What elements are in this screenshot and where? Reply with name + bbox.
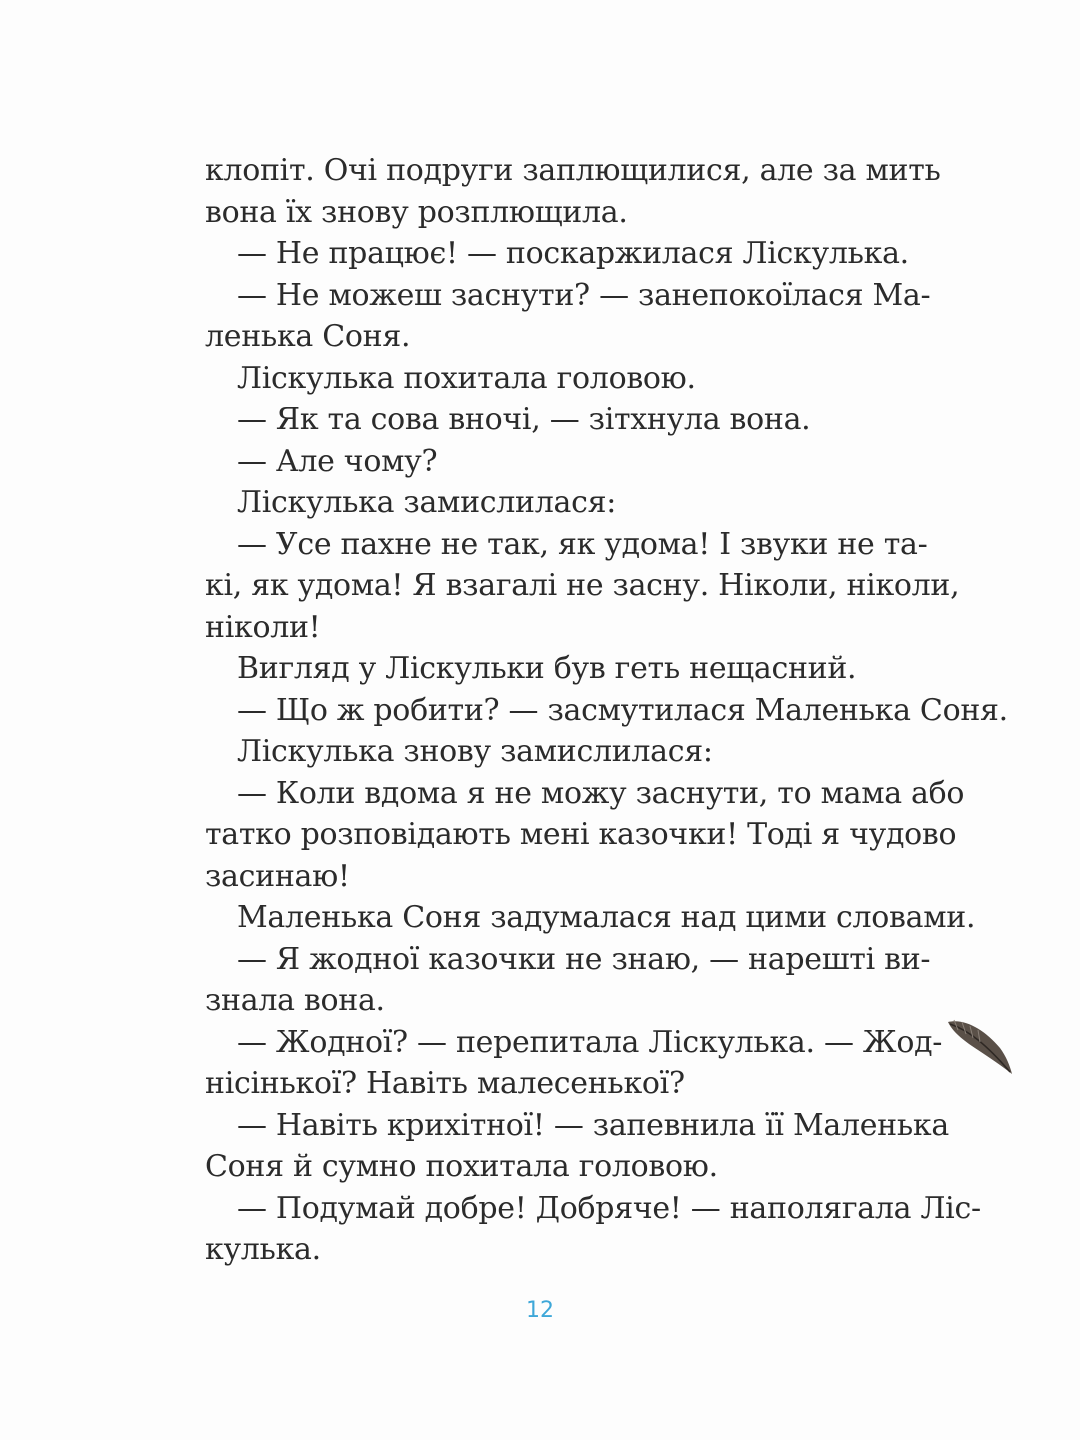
text-line: ленька Соня. — [205, 319, 411, 354]
feather-illustration — [940, 1000, 1020, 1080]
text-line: — Але чому? — [237, 443, 438, 479]
text-line: татко розповідають мені казочки! Тоді я чудово — [205, 817, 957, 852]
text-line: — Подумай добре! Добряче! — наполягала Ліс- — [237, 1190, 981, 1226]
text-line: кі, як удома! Я взагалі не засну. Ніколи, ніколи, — [205, 568, 960, 603]
text-line: — Усе пахне не так, як удома! І звуки не та- — [237, 526, 928, 562]
text-line: — Коли вдома я не можу заснути, то мама або — [237, 775, 965, 811]
text-line: засинаю! — [205, 858, 350, 894]
text-line: — Я жодної казочки не знаю, — нарешті ви- — [237, 941, 931, 977]
text-line: ніколи! — [205, 609, 321, 645]
text-line: — Не працює! — поскаржилася Ліскулька. — [237, 236, 909, 271]
text-line: — Жодної? — перепитала Ліскулька. — Жод- — [237, 1024, 943, 1060]
text-line: Вигляд у Ліскульки був геть нещасний. — [237, 651, 857, 686]
text-line: нісінької? Навіть малесенької? — [205, 1066, 685, 1101]
text-line: клопіт. Очі подруги заплющилися, але за мить — [205, 153, 941, 188]
text-line: вона їх знову розплющила. — [205, 194, 628, 230]
text-line: Ліскулька похитала головою. — [237, 360, 696, 396]
text-line: знала вона. — [205, 983, 385, 1018]
text-line: Ліскулька знову замислилася: — [237, 734, 713, 769]
text-line: кулька. — [205, 1232, 321, 1267]
page-number: 12 — [526, 1298, 554, 1323]
body-text — [205, 150, 1008, 1271]
text-line: Маленька Соня задумалася над цими словами. — [237, 900, 976, 935]
text-line: — Що ж робити? — засмутилася Маленька Соня. — [237, 692, 1008, 728]
text-line: Соня й сумно похитала головою. — [205, 1149, 718, 1184]
text-line: — Не можеш заснути? — занепокоїлася Ма- — [237, 277, 931, 313]
text-line: — Навіть крихітної! — запевнила її Маленька — [237, 1107, 949, 1143]
text-line: — Як та сова вночі, — зітхнула вона. — [237, 402, 811, 437]
text-line: Ліскулька замислилася: — [237, 485, 617, 520]
